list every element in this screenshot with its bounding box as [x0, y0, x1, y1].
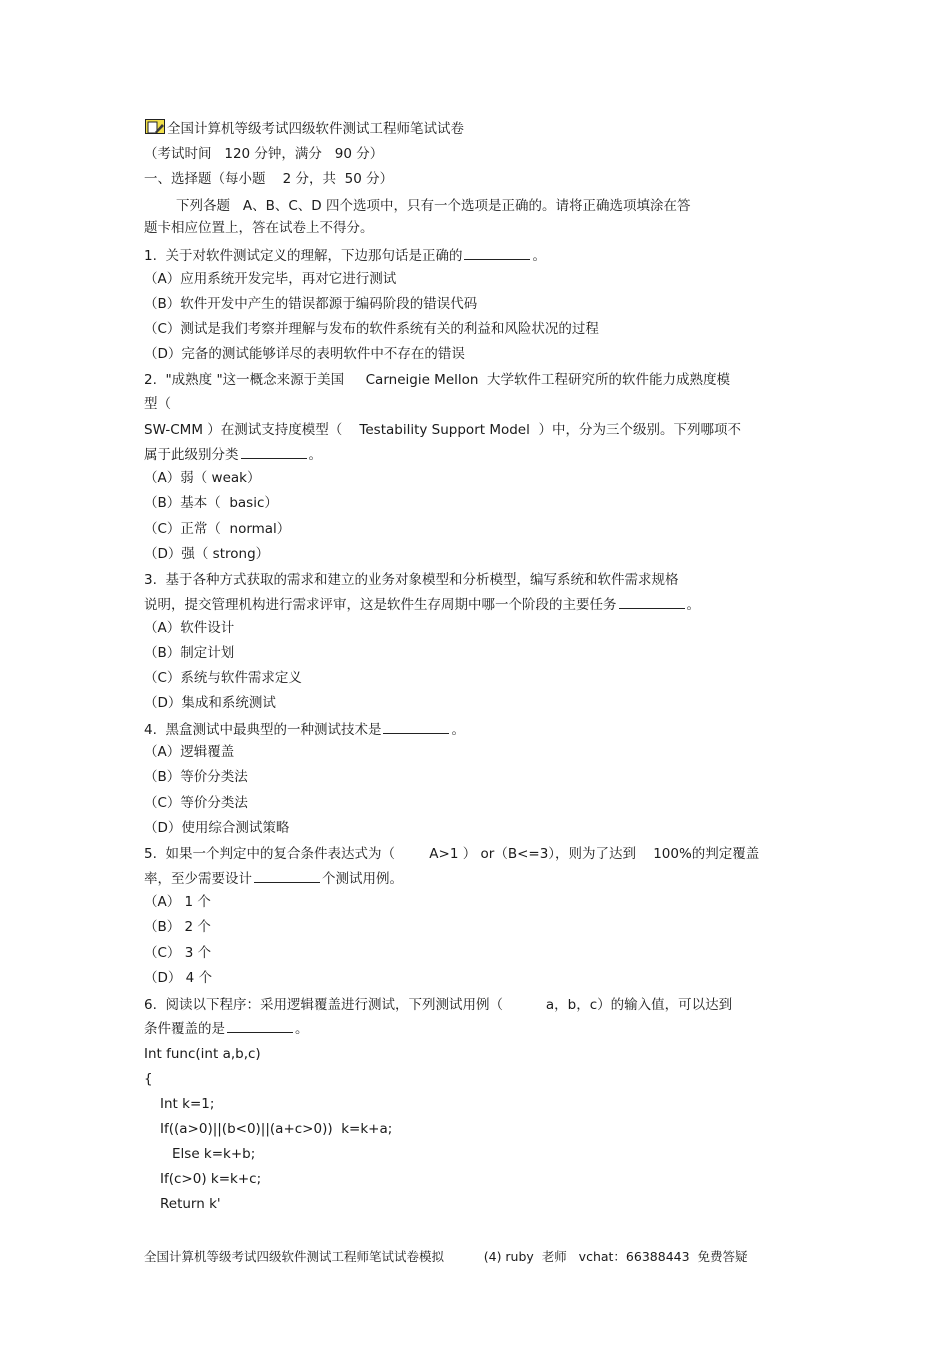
question-tail: 。 — [532, 248, 546, 264]
answer-option: （C）系统与软件需求定义 — [144, 670, 302, 686]
answer-option: （D）完备的测试能够详尽的表明软件中不存在的错误 — [144, 346, 465, 362]
question-tail: 。 — [308, 447, 322, 463]
question-text: 说明，提交管理机构进行需求评审，这是软件生存周期中哪一个阶段的主要任务 — [144, 597, 617, 613]
answer-option: （C）正常（ normal） — [144, 521, 291, 537]
question-text: 4. 黑盒测试中最典型的一种测试技术是 — [144, 722, 382, 738]
question-text: 6. 阅读以下程序：采用逻辑覆盖进行测试，下列测试用例（ a，b，c）的输入值，可以达到 — [144, 997, 733, 1013]
answer-option: （B）软件开发中产生的错误都源于编码阶段的错误代码 — [144, 296, 478, 312]
answer-option: （D）使用综合测试策略 — [144, 820, 290, 836]
answer-option: （A）软件设计 — [144, 620, 235, 636]
answer-option: （D） 4 个 — [144, 970, 213, 986]
question-stem — [144, 246, 546, 265]
question-tail: 。 — [686, 597, 700, 613]
section-heading: 一、选择题（每小题 2 分，共 50 分） — [144, 171, 394, 187]
document-icon — [145, 119, 165, 134]
question-stem — [144, 720, 465, 739]
question-text: 3. 基于各种方式获取的需求和建立的业务对象模型和分析模型，编写系统和软件需求规格 — [144, 572, 679, 588]
exam-info: （考试时间 120 分钟，满分 90 分） — [144, 146, 384, 162]
question-text: SW-CMM ）在测试支持度模型（ Testability Support Model ）中，分为三个级别。下列哪项不 — [144, 422, 741, 438]
question-stem — [144, 421, 741, 439]
page-footer: 全国计算机等级考试四级软件测试工程师笔试试卷模拟 (4) ruby 老师 vchat：66388443 免费答疑 — [144, 1249, 748, 1264]
question-stem — [144, 595, 700, 614]
code-line: Return k' — [160, 1196, 221, 1212]
question-stem — [144, 869, 403, 888]
answer-blank — [464, 246, 530, 260]
document-title: 全国计算机等级考试四级软件测试工程师笔试试卷 — [167, 121, 464, 137]
question-stem — [144, 845, 759, 863]
question-stem — [144, 395, 171, 413]
answer-option: （B）制定计划 — [144, 645, 235, 661]
answer-option: （B） 2 个 — [144, 919, 211, 935]
question-stem — [144, 571, 678, 589]
answer-option: （D）集成和系统测试 — [144, 695, 276, 711]
code-line: Else k=k+b; — [172, 1146, 256, 1162]
question-text: 属于此级别分类 — [144, 447, 239, 463]
code-line: { — [144, 1071, 153, 1087]
answer-option: （B）等价分类法 — [144, 769, 248, 785]
question-tail: 个测试用例。 — [322, 871, 403, 887]
question-text: 1. 关于对软件测试定义的理解，下边那句话是正确的 — [144, 248, 463, 264]
answer-option: （D）强（ strong） — [144, 546, 270, 562]
answer-option: （A） 1 个 — [144, 894, 211, 910]
question-stem — [144, 996, 732, 1014]
question-tail: 。 — [295, 1021, 309, 1037]
question-stem — [144, 1019, 309, 1038]
answer-blank — [619, 595, 685, 609]
code-line: If(c>0) k=k+c; — [160, 1171, 262, 1187]
question-text: 条件覆盖的是 — [144, 1021, 225, 1037]
question-text: 2. "成熟度 "这一概念来源于美国 Carneigie Mellon 大学软件工程研究所的软件能力成熟度模 — [144, 372, 731, 388]
question-text: 型（ — [144, 396, 171, 412]
question-stem — [144, 445, 322, 464]
answer-option: （A）应用系统开发完毕，再对它进行测试 — [144, 271, 397, 287]
instruction-line: 题卡相应位置上，答在试卷上不得分。 — [144, 220, 374, 236]
code-line: Int k=1; — [160, 1096, 215, 1112]
answer-option: （C）测试是我们考察并理解与发布的软件系统有关的利益和风险状况的过程 — [144, 321, 599, 337]
answer-option: （C） 3 个 — [144, 945, 212, 961]
question-text: 率，至少需要设计 — [144, 871, 252, 887]
question-tail: 。 — [451, 722, 465, 738]
answer-option: （B）基本（ basic） — [144, 495, 278, 511]
answer-blank — [241, 445, 307, 459]
answer-option: （A）弱（ weak） — [144, 470, 261, 486]
question-text: 5. 如果一个判定中的复合条件表达式为（ A>1 ） or（B<=3），则为了达到 100%的判定覆盖 — [144, 846, 760, 862]
instruction-line: 下列各题 A、B、C、D 四个选项中，只有一个选项是正确的。请将正确选项填涂在答 — [176, 198, 691, 214]
answer-option: （A）逻辑覆盖 — [144, 744, 235, 760]
answer-blank — [227, 1019, 293, 1033]
answer-blank — [254, 869, 320, 883]
code-line: Int func(int a,b,c) — [144, 1046, 261, 1062]
code-line: If((a>0)||(b<0)||(a+c>0)) k=k+a; — [160, 1121, 393, 1137]
question-stem — [144, 371, 730, 389]
answer-option: （C）等价分类法 — [144, 795, 248, 811]
answer-blank — [383, 720, 449, 734]
